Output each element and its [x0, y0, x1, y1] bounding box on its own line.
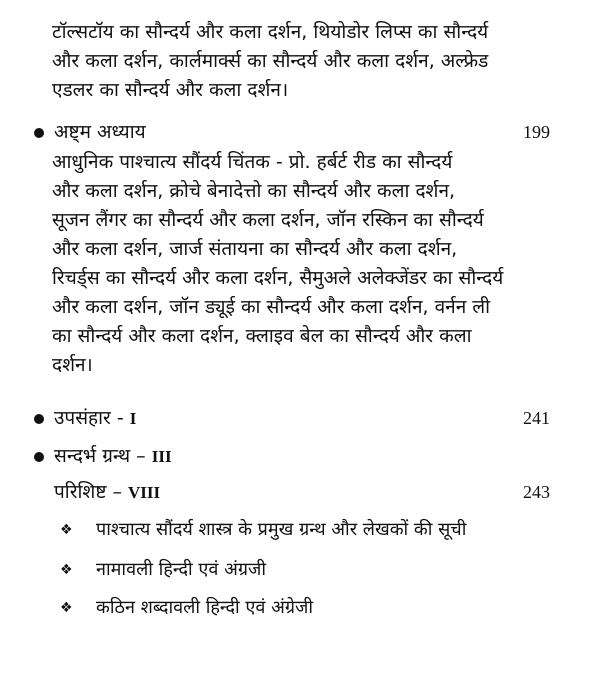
bibliography-title	[54, 442, 172, 471]
chapter8-line: आधुनिक पाश्चात्य सौंदर्य चिंतक - प्रो. हर्बर्ट रीड का सौन्दर्य	[52, 151, 453, 173]
chapter8-title: अष्ट्म अध्याय	[54, 121, 146, 143]
appendix-item-text: पाश्चात्य सौंदर्य शास्त्र के प्रमुख ग्रन्थ और लेखकों की सूची	[96, 519, 467, 540]
chapter8-page: 199	[523, 122, 550, 142]
conclusion-title-text: उपसंहार -	[54, 407, 130, 429]
bullet-icon	[34, 452, 44, 462]
bibliography-roman: III	[151, 447, 172, 466]
toc-entry-conclusion	[34, 404, 550, 432]
chapter8-line: सूजन लैंगर का सौन्दर्य और कला दर्शन, जॉन रस्किन का सौन्दर्य	[52, 209, 484, 231]
toc-entry-chapter8	[34, 118, 550, 146]
bullet-icon	[34, 414, 44, 424]
appendix-roman: VIII	[128, 483, 161, 502]
bullet-icon	[34, 128, 44, 138]
toc-entry-bibliography	[34, 442, 550, 470]
toc-entry-appendix	[54, 478, 550, 506]
conclusion-roman: I	[129, 409, 137, 428]
chapter8-line: और कला दर्शन, जार्ज संतायना का सौन्दर्य और कला दर्शन,	[52, 238, 458, 260]
conclusion-page: 241	[523, 408, 550, 428]
chapter8-description	[52, 148, 544, 380]
appendix-title-text: परिशिष्ट –	[54, 481, 129, 503]
intro-line: टॉल्सटॉय का सौन्दर्य और कला दर्शन, थियोडोर लिप्स का सौन्दर्य	[52, 21, 489, 43]
intro-paragraph	[52, 18, 544, 105]
appendix-item-text: कठिन शब्दावली हिन्दी एवं अंग्रेजी	[96, 597, 314, 618]
chapter8-line: का सौन्दर्य और कला दर्शन, क्लाइव बेल का सौन्दर्य और कला	[52, 325, 472, 347]
appendix-page: 243	[523, 482, 550, 502]
chapter8-line: रिचर्ड्स का सौन्दर्य और कला दर्शन, सैमुअले अलेक्जेंडर का सौन्दर्य	[52, 267, 504, 289]
diamond-bullet-icon: ❖	[60, 522, 73, 538]
conclusion-title	[54, 404, 136, 433]
intro-line: एडलर का सौन्दर्य और कला दर्शन।	[52, 79, 289, 101]
bibliography-title-text: सन्दर्भ ग्रन्थ –	[54, 445, 152, 467]
appendix-item-text: नामावली हिन्दी एवं अंग्रजी	[96, 559, 267, 580]
diamond-bullet-icon: ❖	[60, 562, 73, 578]
appendix-title	[54, 481, 160, 503]
chapter8-line: और कला दर्शन, जॉन ड्यूई का सौन्दर्य और कला दर्शन, वर्नन ली	[52, 296, 491, 318]
diamond-bullet-icon: ❖	[60, 600, 73, 616]
chapter8-line: दर्शन।	[52, 354, 93, 376]
chapter8-line: और कला दर्शन, क्रोचे बेनादेत्तो का सौन्दर्य और कला दर्शन,	[52, 180, 456, 202]
intro-line: और कला दर्शन, कार्लमार्क्स का सौन्दर्य और कला दर्शन, अल्फ्रेड	[52, 50, 489, 72]
